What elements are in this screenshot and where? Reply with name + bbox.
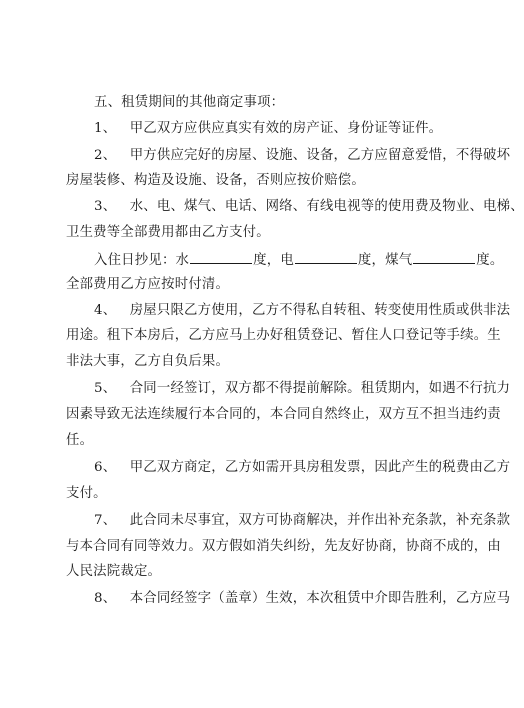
clause-6-line-2: 支付。 (66, 486, 107, 501)
clause-4-number: 4、 (94, 303, 117, 318)
clause-5-line-3: 任。 (66, 433, 94, 448)
clause-2 (94, 147, 510, 165)
clause-5-line-1: 合同一经签订，双方都不得提前解除。租赁期内，如遇不行抗力 (129, 381, 511, 396)
clause-2-line-2: 房屋装修、构造及设施、设备，否则应按价赔偿。 (66, 173, 365, 188)
clause-3 (94, 198, 524, 216)
gas-blank[interactable] (413, 250, 475, 264)
electricity-blank[interactable] (295, 250, 357, 264)
clause-4 (94, 302, 510, 320)
clause-7-number: 7、 (94, 513, 117, 528)
clause-7-line-3: 人民法院裁定。 (66, 564, 162, 579)
clause-8 (94, 590, 510, 608)
meter-followup: 全部费用乙方应按时付清。 (66, 277, 230, 292)
clause-8-number: 8、 (94, 591, 117, 606)
clause-5-line-2: 因素导致无法连续履行本合同的，本合同自然终止，双方互不担当违约责 (66, 407, 501, 422)
clause-7-line-2: 与本合同有同等效力。双方假如消失纠纷，先友好协商，协商不成的，由 (66, 539, 501, 554)
meter-prefix: 入住日抄见：水 (94, 253, 190, 268)
clause-2-number: 2、 (94, 148, 117, 163)
clause-5 (94, 380, 510, 398)
water-blank[interactable] (190, 250, 252, 264)
clause-6 (94, 459, 510, 477)
clause-6-number: 6、 (94, 460, 117, 475)
meter-unit-1: 度，电 (253, 253, 294, 268)
meter-reading-line (94, 250, 503, 270)
clause-1 (94, 120, 442, 138)
clause-7-line-1: 此合同未尽事宜，双方可协商解决，并作出补充条款，补充条款 (129, 513, 511, 528)
clause-4-line-2: 用途。租下本房后，乙方应马上办好租赁登记、暂住人口登记等手续。生 (66, 328, 501, 343)
clause-3-number: 3、 (94, 199, 117, 214)
clause-5-number: 5、 (94, 381, 117, 396)
clause-4-line-1: 房屋只限乙方使用，乙方不得私自转租、转变使用性质或供非法 (129, 303, 511, 318)
clause-8-line-1: 本合同经签字（盖章）生效，本次租赁中介即告胜利，乙方应马 (129, 591, 511, 606)
clause-3-line-2: 卫生费等全部费用都由乙方支付。 (66, 225, 270, 240)
meter-unit-2: 度，煤气 (357, 253, 413, 268)
clause-6-line-1: 甲乙双方商定，乙方如需开具房租发票，因此产生的税费由乙方 (129, 460, 511, 475)
meter-unit-3: 度。 (476, 253, 504, 268)
clause-4-line-3: 非法大事，乙方自负后果。 (66, 354, 230, 369)
clause-2-line-1: 甲方供应完好的房屋、设施、设备，乙方应留意爱惜，不得破坏 (129, 148, 511, 163)
clause-1-number: 1、 (94, 121, 117, 136)
clause-3-line-1: 水、电、煤气、电话、网络、有线电视等的使用费及物业、电梯、 (129, 199, 524, 214)
clause-7 (94, 512, 510, 530)
section-heading: 五、租赁期间的其他商定事项： (94, 95, 285, 110)
clause-1-line-1: 甲乙双方应供应真实有效的房产证、身份证等证件。 (129, 121, 443, 136)
